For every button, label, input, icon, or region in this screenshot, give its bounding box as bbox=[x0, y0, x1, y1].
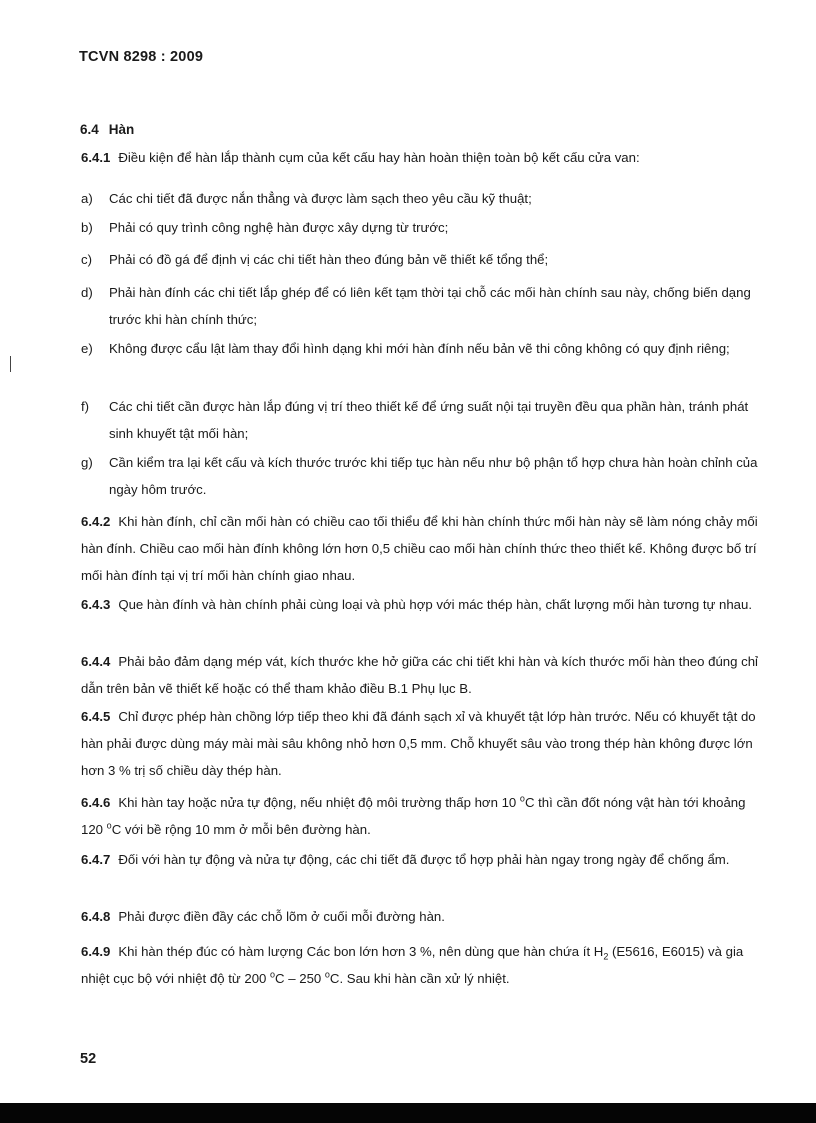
clause-text: C – 250 bbox=[275, 971, 325, 986]
clause-number: 6.4.3 bbox=[81, 597, 111, 612]
clause-number: 6.4.7 bbox=[81, 852, 111, 867]
clause-text: Que hàn đính và hàn chính phải cùng loại và phù hợp với mác thép hàn, chất lượng mối hàn tương tự nhau. bbox=[118, 597, 753, 612]
clause-6-4-4 bbox=[81, 648, 767, 702]
clause-6-4-6 bbox=[81, 789, 767, 843]
list-text: Không được cẩu lật làm thay đổi hình dạng khi mới hàn đính nếu bản vẽ thi công không có quy định riêng; bbox=[109, 341, 730, 356]
document-header: TCVN 8298 : 2009 bbox=[79, 49, 204, 65]
list-item-b bbox=[81, 214, 767, 241]
clause-number: 6.4.6 bbox=[81, 795, 111, 810]
list-letter: a) bbox=[81, 191, 93, 206]
degree-sup: o bbox=[106, 820, 112, 831]
section-number: 6.4 bbox=[80, 122, 99, 137]
list-item-e bbox=[81, 335, 767, 362]
clause-text: Đối với hàn tự động và nửa tự động, các chi tiết đã được tổ hợp phải hàn ngay trong ngày để chống ẩm. bbox=[118, 852, 730, 867]
list-text: Các chi tiết đã được nắn thẳng và được làm sạch theo yêu cầu kỹ thuật; bbox=[109, 191, 532, 206]
clause-number: 6.4.5 bbox=[81, 709, 111, 724]
clause-text: (E5616, E6015) và gia nhiệt cục bộ với nhiệt độ từ 200 bbox=[81, 944, 744, 986]
list-text: Phải hàn đính các chi tiết lắp ghép để có liên kết tạm thời tại chỗ các mối hàn chính sau này, chống biến dạng trước khi hàn chính thức; bbox=[109, 285, 751, 327]
clause-text: Phải bảo đảm dạng mép vát, kích thước khe hở giữa các chi tiết khi hàn và kích thước mối hàn theo đúng chỉ dẫn trên bản vẽ thiết kế hoặc có thể tham khảo điều B.1 Phụ lục B. bbox=[81, 654, 758, 696]
clause-number: 6.4.1 bbox=[81, 150, 111, 165]
list-letter: g) bbox=[81, 455, 93, 470]
scan-margin-mark bbox=[10, 356, 11, 372]
section-title-text: Hàn bbox=[108, 122, 135, 137]
clause-6-4-5 bbox=[81, 703, 767, 784]
list-letter: e) bbox=[81, 341, 93, 356]
clause-text: Khi hàn thép đúc có hàm lượng Các bon lớn hơn 3 %, nên dùng que hàn chứa ít H bbox=[118, 944, 604, 959]
list-letter: f) bbox=[81, 399, 90, 414]
clause-6-4-7 bbox=[81, 846, 767, 873]
list-text: Phải có quy trình công nghệ hàn được xây dựng từ trước; bbox=[109, 220, 449, 235]
list-letter: b) bbox=[81, 220, 93, 235]
clause-text: C. Sau khi hàn cần xử lý nhiệt. bbox=[329, 971, 510, 986]
list-item-a bbox=[81, 185, 767, 212]
list-item-f bbox=[81, 393, 767, 447]
degree-sup: o bbox=[324, 969, 330, 980]
list-item-d bbox=[81, 279, 767, 333]
subscript: 2 bbox=[603, 951, 609, 962]
list-item-c bbox=[81, 246, 767, 273]
clause-text: Khi hàn đính, chỉ cần mối hàn có chiều cao tối thiểu để khi hàn chính thức mối hàn này sẽ làm nóng chảy mối hàn đính. Chiều cao mối hàn đính không lớn hơn 0,5 chiều cao mối hàn chính thức theo thiết kế. Không được bố trí mối hàn đính tại vị trí mối hàn chính giao nhau. bbox=[81, 514, 758, 583]
degree-sup: o bbox=[270, 969, 276, 980]
clause-6-4-9 bbox=[81, 938, 767, 992]
clause-number: 6.4.2 bbox=[81, 514, 111, 529]
list-text: Phải có đồ gá để định vị các chi tiết hàn theo đúng bản vẽ thiết kế tổng thể; bbox=[109, 252, 549, 267]
clause-text: Khi hàn tay hoặc nửa tự động, nếu nhiệt độ môi trường thấp hơn 10 bbox=[118, 795, 520, 810]
clause-text: C thì cần đốt nóng vật hàn tới khoảng 120 bbox=[81, 795, 746, 837]
clause-6-4-1 bbox=[81, 144, 767, 171]
clause-text: Chỉ được phép hàn chồng lớp tiếp theo khi đã đánh sạch xỉ và khuyết tật lớp hàn trước. Nếu có khuyết tật do hàn phải được dùng máy mài mài sâu không nhỏ hơn 0,5 mm. Chỗ khuyết sâu vào trong thép hàn không được lớn hơn 3 % trị số chiều dày thép hàn. bbox=[81, 709, 756, 778]
degree-sup: o bbox=[519, 793, 525, 804]
clause-6-4-3 bbox=[81, 591, 767, 618]
clause-number: 6.4.8 bbox=[81, 909, 111, 924]
list-item-g bbox=[81, 449, 767, 503]
section-heading bbox=[80, 122, 134, 137]
clause-number: 6.4.9 bbox=[81, 944, 111, 959]
scan-bottom-edge bbox=[0, 1103, 816, 1123]
clause-text: C với bề rộng 10 mm ở mỗi bên đường hàn. bbox=[111, 822, 371, 837]
list-text: Các chi tiết cần được hàn lắp đúng vị trí theo thiết kế để ứng suất nội tại truyền đều qua phần hàn, tránh phát sinh khuyết tật mối hàn; bbox=[109, 399, 749, 441]
clause-text: Điều kiện để hàn lắp thành cụm của kết cấu hay hàn hoàn thiện toàn bộ kết cấu cửa van: bbox=[118, 150, 640, 165]
clause-number: 6.4.4 bbox=[81, 654, 111, 669]
list-letter: c) bbox=[81, 252, 92, 267]
page-number: 52 bbox=[80, 1051, 97, 1067]
list-letter: d) bbox=[81, 285, 93, 300]
list-text: Cần kiểm tra lại kết cấu và kích thước trước khi tiếp tục hàn nếu như bộ phận tổ hợp chưa hàn hoàn chỉnh của ngày hôm trước. bbox=[109, 455, 758, 497]
clause-text: Phải được điền đầy các chỗ lõm ở cuối mỗi đường hàn. bbox=[118, 909, 445, 924]
clause-6-4-2 bbox=[81, 508, 767, 589]
clause-6-4-8 bbox=[81, 903, 767, 930]
